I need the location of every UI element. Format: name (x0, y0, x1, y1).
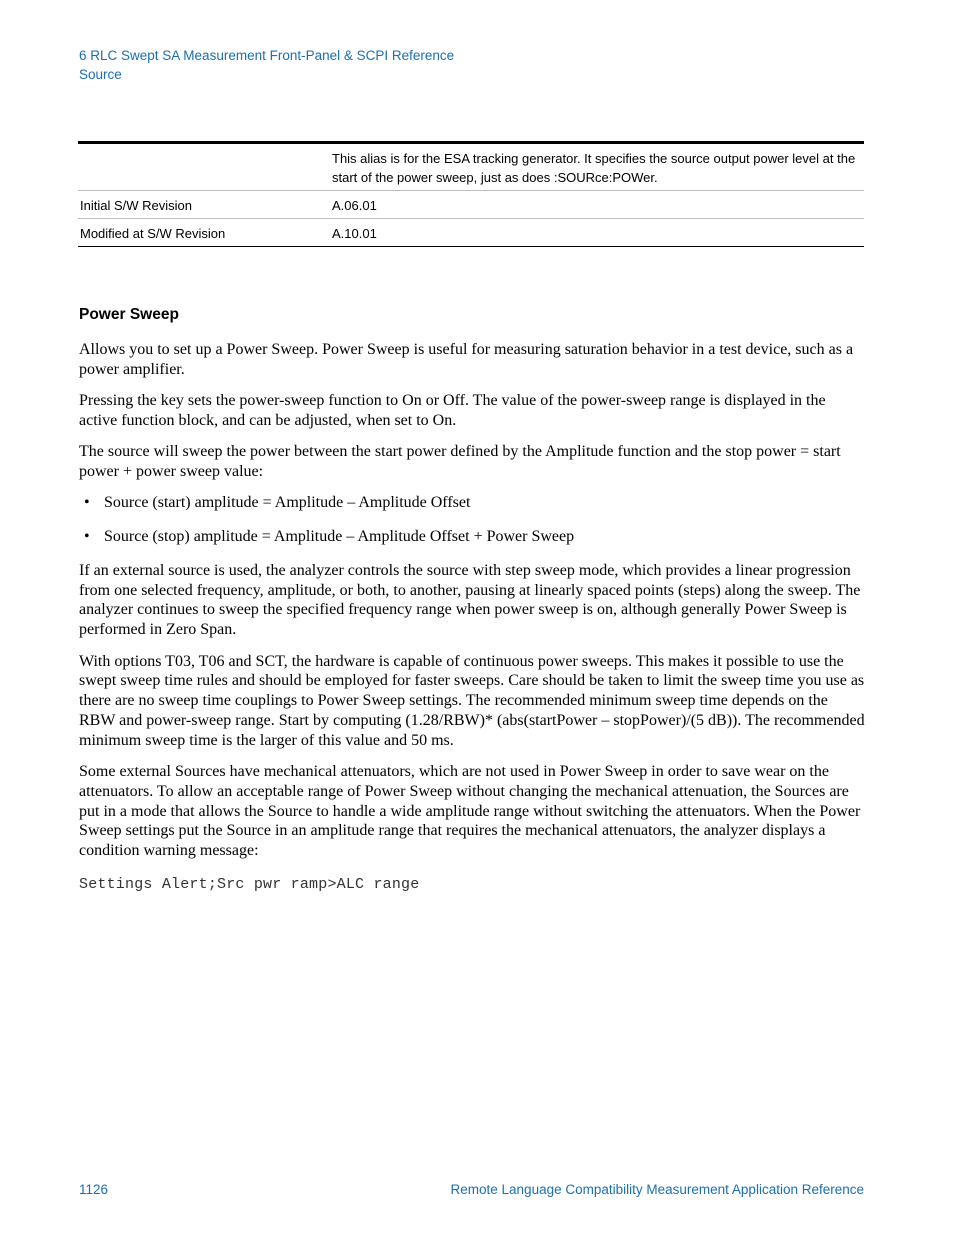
body-text (79, 340, 865, 895)
list-item: • Source (stop) amplitude = Amplitude – Amplitude Offset + Power Sweep (79, 527, 865, 547)
table-row (78, 143, 864, 191)
paragraph: Pressing the key sets the power-sweep function to On or Off. The value of the power-sweep range is displayed in the active function block, and can be adjusted, when set to On. (79, 392, 826, 429)
bullet-list (79, 493, 865, 547)
paragraph: The source will sweep the power between the start power defined by the Amplitude function and the stop power = start power + power sweep value: (79, 443, 841, 480)
table-row (78, 219, 864, 247)
paragraph: With options T03, T06 and SCT, the hardware is capable of continuous power sweeps. This makes it possible to use the swept sweep time rules and should be employed for faster sweeps. Care should be taken to limit the sweep time you use as there are no sweep time couplings to Power Sweep settings. The recommended minimum sweep time depends on the RBW and power-sweep range. Start by computing (1.28/RBW)* (abs(startPower – stopPower)/(5 dB)). The recommended minimum sweep time is the larger of this value and 50 ms. (79, 652, 865, 749)
section-title: Source (79, 67, 122, 82)
warning-message-code: Settings Alert;Src pwr ramp>ALC range (79, 876, 420, 894)
paragraph: Allows you to set up a Power Sweep. Power Sweep is useful for measuring saturation behavior in a test device, such as a power amplifier. (79, 341, 854, 378)
running-header (79, 46, 454, 84)
paragraph: If an external source is used, the analyzer controls the source with step sweep mode, which provides a linear progression from one selected frequency, amplitude, or both, to another, pausing at linearly spaced points (steps) along the sweep. The analyzer continues to sweep the specified frequency range when power sweep is on, although generally Power Sweep is performed in Zero Span. (79, 561, 861, 639)
book-title: Remote Language Compatibility Measurement Application Reference (450, 1182, 864, 1197)
row-value: A.10.01 (330, 219, 864, 247)
page-number: 1126 (79, 1182, 109, 1197)
chapter-title: 6 RLC Swept SA Measurement Front-Panel & SCPI Reference (79, 48, 455, 63)
row-label: Modified at S/W Revision (78, 219, 330, 247)
row-label (78, 143, 330, 191)
heading-power-sweep: Power Sweep (79, 306, 179, 323)
row-value: A.06.01 (330, 191, 864, 219)
command-info-table (78, 141, 864, 247)
row-value: This alias is for the ESA tracking generator. It specifies the source output power level at the start of the power sweep, just as does :SOURce:POWer. (332, 151, 856, 185)
row-label: Initial S/W Revision (78, 191, 330, 219)
paragraph: Some external Sources have mechanical attenuators, which are not used in Power Sweep in order to save wear on the attenuators. To allow an acceptable range of Power Sweep without changing the mechanical attenuation, the Sources are put in a mode that allows the Source to handle a wide amplitude range without switching the attenuators. When the Power Sweep settings put the Source in an amplitude range that requires the mechanical attenuators, the analyzer displays a condition warning message: (79, 763, 861, 860)
list-item: • Source (start) amplitude = Amplitude – Amplitude Offset (79, 493, 865, 513)
table-row (78, 191, 864, 219)
